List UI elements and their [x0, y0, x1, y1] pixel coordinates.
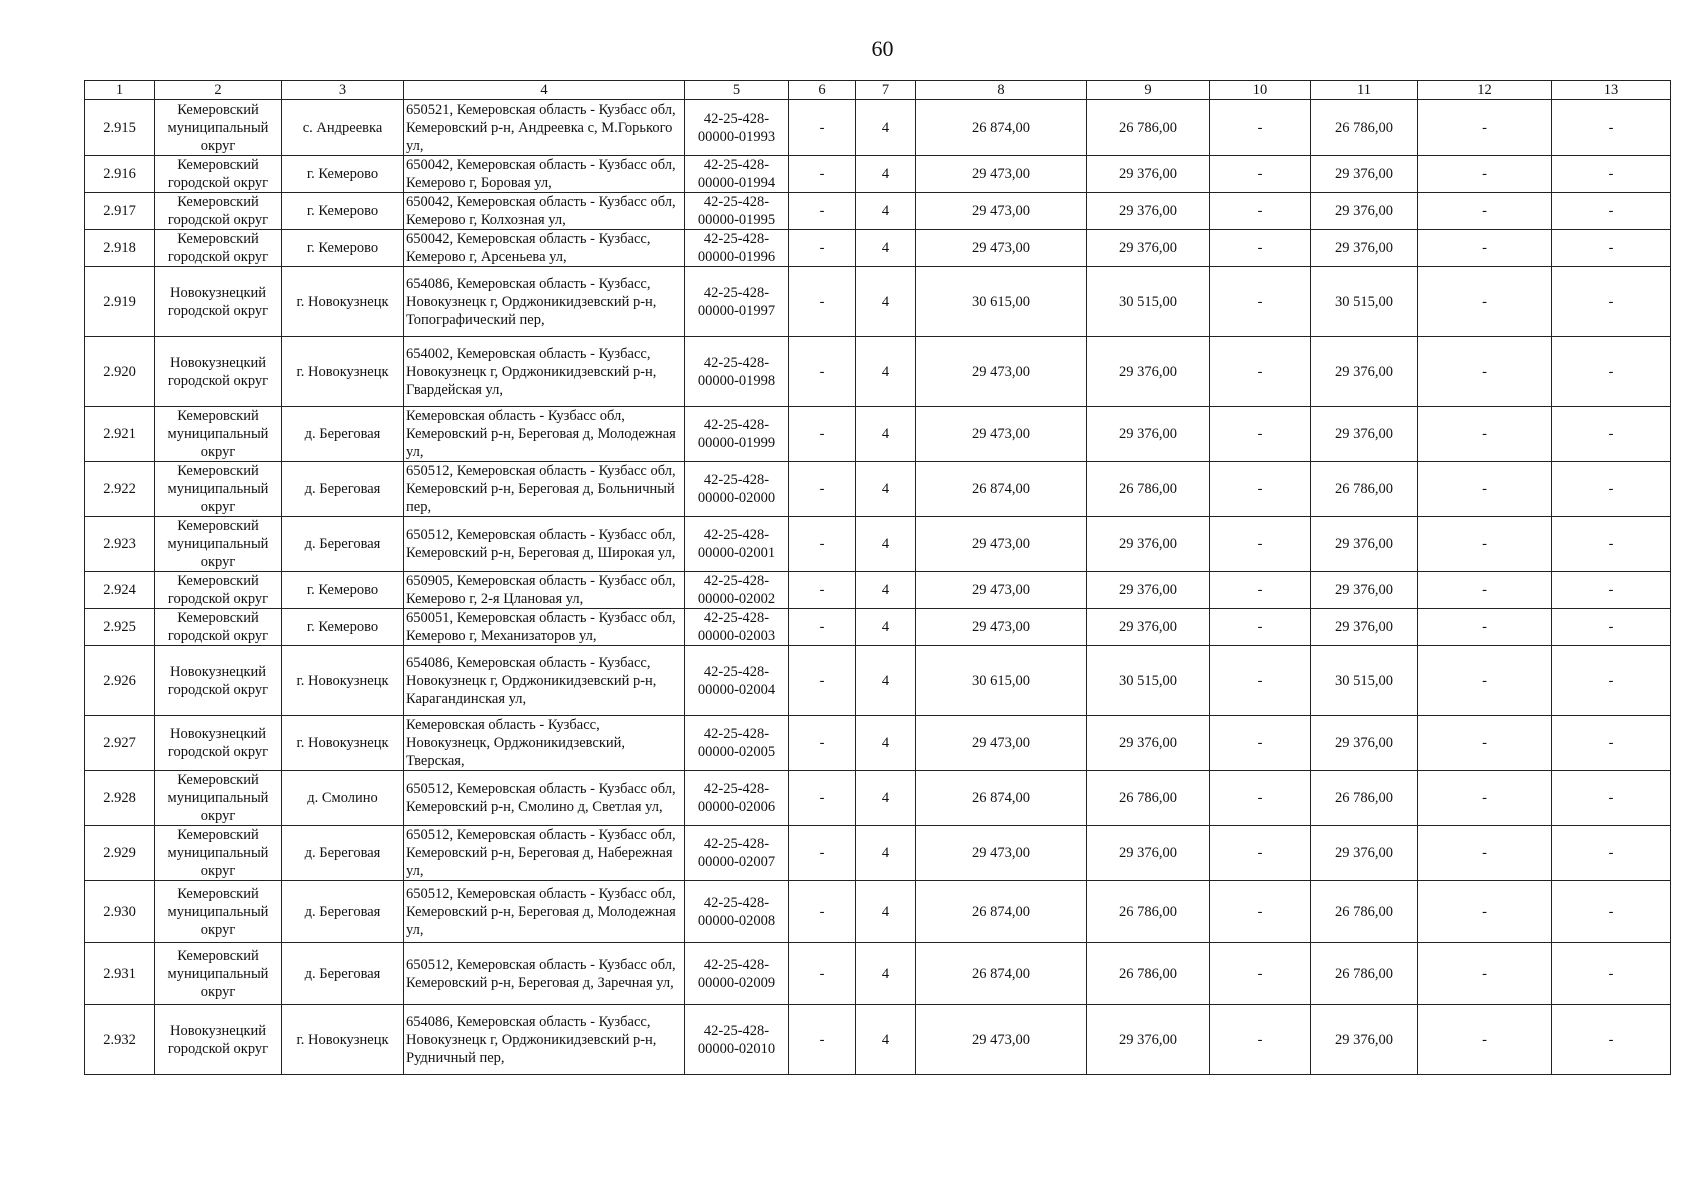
col10-cell: - [1210, 267, 1311, 337]
col11-amount-cell: 29 376,00 [1311, 407, 1418, 462]
col13-cell: - [1552, 881, 1671, 943]
col9-amount-cell: 29 376,00 [1087, 407, 1210, 462]
table-row [85, 646, 1671, 716]
settlement-cell: д. Береговая [282, 407, 404, 462]
col8-amount-cell: 26 874,00 [916, 100, 1087, 156]
row-number: 2.917 [85, 193, 155, 230]
col6-cell: - [789, 100, 856, 156]
col12-cell: - [1418, 572, 1552, 609]
settlement-cell: д. Береговая [282, 943, 404, 1005]
col8-amount-cell: 29 473,00 [916, 193, 1087, 230]
col8-amount-cell: 29 473,00 [916, 609, 1087, 646]
col9-amount-cell: 29 376,00 [1087, 230, 1210, 267]
col12-cell: - [1418, 407, 1552, 462]
col10-cell: - [1210, 771, 1311, 826]
settlement-cell: д. Смолино [282, 771, 404, 826]
col12-cell: - [1418, 646, 1552, 716]
column-header: 8 [916, 81, 1087, 100]
table-row [85, 1005, 1671, 1075]
col10-cell: - [1210, 881, 1311, 943]
district-cell: Кемеровский городской округ [155, 230, 282, 267]
col6-cell: - [789, 881, 856, 943]
settlement-cell: с. Андреевка [282, 100, 404, 156]
col7-cell: 4 [856, 826, 916, 881]
district-cell: Кемеровский муниципальный округ [155, 517, 282, 572]
col12-cell: - [1418, 943, 1552, 1005]
column-header: 11 [1311, 81, 1418, 100]
table-row [85, 826, 1671, 881]
address-cell: 650512, Кемеровская область - Кузбасс обл, Кемеровский р-н, Береговая д, Широкая ул, [404, 517, 685, 572]
col12-cell: - [1418, 230, 1552, 267]
col6-cell: - [789, 517, 856, 572]
settlement-cell: д. Береговая [282, 517, 404, 572]
code-cell: 42-25-428-00000-02002 [685, 572, 789, 609]
col7-cell: 4 [856, 100, 916, 156]
district-cell: Новокузнецкий городской округ [155, 646, 282, 716]
col11-amount-cell: 29 376,00 [1311, 337, 1418, 407]
settlement-cell: г. Новокузнецк [282, 716, 404, 771]
col9-amount-cell: 30 515,00 [1087, 646, 1210, 716]
row-number: 2.929 [85, 826, 155, 881]
row-number: 2.916 [85, 156, 155, 193]
col10-cell: - [1210, 230, 1311, 267]
col7-cell: 4 [856, 716, 916, 771]
settlement-cell: г. Новокузнецк [282, 337, 404, 407]
district-cell: Новокузнецкий городской округ [155, 337, 282, 407]
col7-cell: 4 [856, 267, 916, 337]
col12-cell: - [1418, 881, 1552, 943]
code-cell: 42-25-428-00000-02005 [685, 716, 789, 771]
col13-cell: - [1552, 517, 1671, 572]
row-number: 2.920 [85, 337, 155, 407]
col7-cell: 4 [856, 646, 916, 716]
address-cell: 650905, Кемеровская область - Кузбасс обл, Кемерово г, 2-я Цлановая ул, [404, 572, 685, 609]
col6-cell: - [789, 267, 856, 337]
col6-cell: - [789, 193, 856, 230]
address-cell: 654086, Кемеровская область - Кузбасс, Новокузнецк г, Орджоникидзевский р-н, Рудничный пер, [404, 1005, 685, 1075]
row-number: 2.931 [85, 943, 155, 1005]
col6-cell: - [789, 826, 856, 881]
code-cell: 42-25-428-00000-02010 [685, 1005, 789, 1075]
col13-cell: - [1552, 462, 1671, 517]
col10-cell: - [1210, 609, 1311, 646]
table-row [85, 716, 1671, 771]
col13-cell: - [1552, 337, 1671, 407]
col10-cell: - [1210, 100, 1311, 156]
settlement-cell: д. Береговая [282, 462, 404, 517]
col8-amount-cell: 29 473,00 [916, 716, 1087, 771]
table-row [85, 267, 1671, 337]
district-cell: Новокузнецкий городской округ [155, 267, 282, 337]
address-cell: 650512, Кемеровская область - Кузбасс обл, Кемеровский р-н, Береговая д, Набережная ул, [404, 826, 685, 881]
col13-cell: - [1552, 771, 1671, 826]
column-header: 1 [85, 81, 155, 100]
address-cell: 650512, Кемеровская область - Кузбасс обл, Кемеровский р-н, Смолино д, Светлая ул, [404, 771, 685, 826]
address-cell: 650521, Кемеровская область - Кузбасс обл, Кемеровский р-н, Андреевка с, М.Горького ул, [404, 100, 685, 156]
column-header: 7 [856, 81, 916, 100]
col9-amount-cell: 29 376,00 [1087, 609, 1210, 646]
col7-cell: 4 [856, 771, 916, 826]
settlement-cell: д. Береговая [282, 826, 404, 881]
district-cell: Новокузнецкий городской округ [155, 716, 282, 771]
column-header: 10 [1210, 81, 1311, 100]
col6-cell: - [789, 771, 856, 826]
district-cell: Кемеровский муниципальный округ [155, 881, 282, 943]
col6-cell: - [789, 462, 856, 517]
table-row [85, 156, 1671, 193]
district-cell: Кемеровский муниципальный округ [155, 826, 282, 881]
col9-amount-cell: 29 376,00 [1087, 1005, 1210, 1075]
col11-amount-cell: 29 376,00 [1311, 193, 1418, 230]
col12-cell: - [1418, 156, 1552, 193]
col13-cell: - [1552, 716, 1671, 771]
page-number: 60 [871, 36, 894, 61]
col13-cell: - [1552, 609, 1671, 646]
table-row [85, 337, 1671, 407]
registry-table [84, 80, 1671, 1075]
col12-cell: - [1418, 609, 1552, 646]
col9-amount-cell: 29 376,00 [1087, 572, 1210, 609]
col9-amount-cell: 29 376,00 [1087, 193, 1210, 230]
col10-cell: - [1210, 572, 1311, 609]
district-cell: Новокузнецкий городской округ [155, 1005, 282, 1075]
col12-cell: - [1418, 716, 1552, 771]
col9-amount-cell: 29 376,00 [1087, 517, 1210, 572]
code-cell: 42-25-428-00000-02007 [685, 826, 789, 881]
col6-cell: - [789, 230, 856, 267]
column-header: 3 [282, 81, 404, 100]
col11-amount-cell: 26 786,00 [1311, 462, 1418, 517]
settlement-cell: г. Новокузнецк [282, 267, 404, 337]
col7-cell: 4 [856, 1005, 916, 1075]
col13-cell: - [1552, 826, 1671, 881]
col6-cell: - [789, 609, 856, 646]
row-number: 2.921 [85, 407, 155, 462]
table-row [85, 943, 1671, 1005]
district-cell: Кемеровский городской округ [155, 156, 282, 193]
col8-amount-cell: 30 615,00 [916, 646, 1087, 716]
address-cell: 654002, Кемеровская область - Кузбасс, Новокузнецк г, Орджоникидзевский р-н, Гвардейская ул, [404, 337, 685, 407]
col13-cell: - [1552, 267, 1671, 337]
row-number: 2.927 [85, 716, 155, 771]
col9-amount-cell: 26 786,00 [1087, 881, 1210, 943]
table-row [85, 517, 1671, 572]
column-header: 12 [1418, 81, 1552, 100]
code-cell: 42-25-428-00000-02003 [685, 609, 789, 646]
column-header: 5 [685, 81, 789, 100]
col13-cell: - [1552, 1005, 1671, 1075]
row-number: 2.925 [85, 609, 155, 646]
col11-amount-cell: 26 786,00 [1311, 943, 1418, 1005]
col7-cell: 4 [856, 881, 916, 943]
col10-cell: - [1210, 943, 1311, 1005]
col6-cell: - [789, 646, 856, 716]
col6-cell: - [789, 407, 856, 462]
col7-cell: 4 [856, 193, 916, 230]
col11-amount-cell: 29 376,00 [1311, 716, 1418, 771]
code-cell: 42-25-428-00000-01995 [685, 193, 789, 230]
col10-cell: - [1210, 462, 1311, 517]
col6-cell: - [789, 943, 856, 1005]
col7-cell: 4 [856, 230, 916, 267]
col8-amount-cell: 26 874,00 [916, 462, 1087, 517]
col11-amount-cell: 29 376,00 [1311, 572, 1418, 609]
col11-amount-cell: 29 376,00 [1311, 517, 1418, 572]
col11-amount-cell: 29 376,00 [1311, 230, 1418, 267]
column-header: 4 [404, 81, 685, 100]
settlement-cell: г. Кемерово [282, 572, 404, 609]
address-cell: Кемеровская область - Кузбасс, Новокузнецк, Орджоникидзевский, Тверская, [404, 716, 685, 771]
table-row [85, 609, 1671, 646]
col10-cell: - [1210, 517, 1311, 572]
address-cell: 654086, Кемеровская область - Кузбасс, Новокузнецк г, Орджоникидзевский р-н, Карагандинская ул, [404, 646, 685, 716]
col12-cell: - [1418, 193, 1552, 230]
col13-cell: - [1552, 193, 1671, 230]
col11-amount-cell: 26 786,00 [1311, 771, 1418, 826]
col9-amount-cell: 26 786,00 [1087, 462, 1210, 517]
col6-cell: - [789, 156, 856, 193]
table-row [85, 193, 1671, 230]
address-cell: 650512, Кемеровская область - Кузбасс обл, Кемеровский р-н, Береговая д, Заречная ул, [404, 943, 685, 1005]
col9-amount-cell: 30 515,00 [1087, 267, 1210, 337]
col8-amount-cell: 29 473,00 [916, 230, 1087, 267]
col8-amount-cell: 30 615,00 [916, 267, 1087, 337]
col7-cell: 4 [856, 156, 916, 193]
col12-cell: - [1418, 826, 1552, 881]
table-row [85, 100, 1671, 156]
col10-cell: - [1210, 716, 1311, 771]
col9-amount-cell: 29 376,00 [1087, 156, 1210, 193]
col11-amount-cell: 26 786,00 [1311, 881, 1418, 943]
column-header: 13 [1552, 81, 1671, 100]
col7-cell: 4 [856, 517, 916, 572]
district-cell: Кемеровский муниципальный округ [155, 943, 282, 1005]
row-number: 2.930 [85, 881, 155, 943]
row-number: 2.928 [85, 771, 155, 826]
column-header: 2 [155, 81, 282, 100]
table-row [85, 462, 1671, 517]
row-number: 2.922 [85, 462, 155, 517]
table-row [85, 881, 1671, 943]
district-cell: Кемеровский муниципальный округ [155, 771, 282, 826]
code-cell: 42-25-428-00000-01997 [685, 267, 789, 337]
col6-cell: - [789, 1005, 856, 1075]
col10-cell: - [1210, 193, 1311, 230]
table-row [85, 572, 1671, 609]
col6-cell: - [789, 572, 856, 609]
col10-cell: - [1210, 1005, 1311, 1075]
code-cell: 42-25-428-00000-02004 [685, 646, 789, 716]
row-number: 2.926 [85, 646, 155, 716]
col11-amount-cell: 30 515,00 [1311, 267, 1418, 337]
col13-cell: - [1552, 156, 1671, 193]
col8-amount-cell: 29 473,00 [916, 572, 1087, 609]
col11-amount-cell: 30 515,00 [1311, 646, 1418, 716]
col8-amount-cell: 29 473,00 [916, 156, 1087, 193]
col9-amount-cell: 26 786,00 [1087, 771, 1210, 826]
col12-cell: - [1418, 462, 1552, 517]
col8-amount-cell: 29 473,00 [916, 826, 1087, 881]
col12-cell: - [1418, 1005, 1552, 1075]
col7-cell: 4 [856, 462, 916, 517]
col11-amount-cell: 26 786,00 [1311, 100, 1418, 156]
col7-cell: 4 [856, 337, 916, 407]
district-cell: Кемеровский муниципальный округ [155, 462, 282, 517]
col9-amount-cell: 26 786,00 [1087, 943, 1210, 1005]
settlement-cell: г. Новокузнецк [282, 1005, 404, 1075]
col11-amount-cell: 29 376,00 [1311, 156, 1418, 193]
code-cell: 42-25-428-00000-01998 [685, 337, 789, 407]
col8-amount-cell: 29 473,00 [916, 517, 1087, 572]
col9-amount-cell: 29 376,00 [1087, 826, 1210, 881]
address-cell: 650512, Кемеровская область - Кузбасс обл, Кемеровский р-н, Береговая д, Молодежная ул, [404, 881, 685, 943]
settlement-cell: г. Кемерово [282, 230, 404, 267]
col8-amount-cell: 29 473,00 [916, 337, 1087, 407]
col7-cell: 4 [856, 407, 916, 462]
settlement-cell: г. Кемерово [282, 156, 404, 193]
col10-cell: - [1210, 337, 1311, 407]
row-number: 2.932 [85, 1005, 155, 1075]
table-row [85, 230, 1671, 267]
address-cell: 650051, Кемеровская область - Кузбасс обл, Кемерово г, Механизаторов ул, [404, 609, 685, 646]
row-number: 2.923 [85, 517, 155, 572]
col8-amount-cell: 26 874,00 [916, 943, 1087, 1005]
col6-cell: - [789, 337, 856, 407]
code-cell: 42-25-428-00000-01993 [685, 100, 789, 156]
col10-cell: - [1210, 407, 1311, 462]
code-cell: 42-25-428-00000-02009 [685, 943, 789, 1005]
address-cell: 650042, Кемеровская область - Кузбасс обл, Кемерово г, Боровая ул, [404, 156, 685, 193]
column-header: 9 [1087, 81, 1210, 100]
code-cell: 42-25-428-00000-01999 [685, 407, 789, 462]
col12-cell: - [1418, 337, 1552, 407]
settlement-cell: г. Кемерово [282, 609, 404, 646]
col12-cell: - [1418, 517, 1552, 572]
col8-amount-cell: 29 473,00 [916, 407, 1087, 462]
district-cell: Кемеровский городской округ [155, 609, 282, 646]
col13-cell: - [1552, 943, 1671, 1005]
settlement-cell: г. Новокузнецк [282, 646, 404, 716]
col11-amount-cell: 29 376,00 [1311, 1005, 1418, 1075]
address-cell: 650042, Кемеровская область - Кузбасс обл, Кемерово г, Колхозная ул, [404, 193, 685, 230]
col11-amount-cell: 29 376,00 [1311, 609, 1418, 646]
settlement-cell: г. Кемерово [282, 193, 404, 230]
district-cell: Кемеровский муниципальный округ [155, 407, 282, 462]
address-cell: 650512, Кемеровская область - Кузбасс обл, Кемеровский р-н, Береговая д, Больничный пер, [404, 462, 685, 517]
column-number-row [85, 81, 1671, 100]
col7-cell: 4 [856, 943, 916, 1005]
col12-cell: - [1418, 771, 1552, 826]
district-cell: Кемеровский городской округ [155, 193, 282, 230]
col13-cell: - [1552, 646, 1671, 716]
col13-cell: - [1552, 407, 1671, 462]
col12-cell: - [1418, 267, 1552, 337]
col13-cell: - [1552, 100, 1671, 156]
address-cell: 650042, Кемеровская область - Кузбасс, Кемерово г, Арсеньева ул, [404, 230, 685, 267]
col9-amount-cell: 26 786,00 [1087, 100, 1210, 156]
district-cell: Кемеровский муниципальный округ [155, 100, 282, 156]
table-row [85, 407, 1671, 462]
table-row [85, 771, 1671, 826]
col6-cell: - [789, 716, 856, 771]
col12-cell: - [1418, 100, 1552, 156]
row-number: 2.918 [85, 230, 155, 267]
code-cell: 42-25-428-00000-02008 [685, 881, 789, 943]
address-cell: Кемеровская область - Кузбасс обл, Кемеровский р-н, Береговая д, Молодежная ул, [404, 407, 685, 462]
row-number: 2.924 [85, 572, 155, 609]
col13-cell: - [1552, 230, 1671, 267]
code-cell: 42-25-428-00000-02000 [685, 462, 789, 517]
col13-cell: - [1552, 572, 1671, 609]
col8-amount-cell: 26 874,00 [916, 771, 1087, 826]
col9-amount-cell: 29 376,00 [1087, 337, 1210, 407]
col9-amount-cell: 29 376,00 [1087, 716, 1210, 771]
col8-amount-cell: 26 874,00 [916, 881, 1087, 943]
settlement-cell: д. Береговая [282, 881, 404, 943]
district-cell: Кемеровский городской округ [155, 572, 282, 609]
col8-amount-cell: 29 473,00 [916, 1005, 1087, 1075]
column-header: 6 [789, 81, 856, 100]
col7-cell: 4 [856, 609, 916, 646]
registry-body [85, 100, 1671, 1075]
col10-cell: - [1210, 156, 1311, 193]
col10-cell: - [1210, 646, 1311, 716]
code-cell: 42-25-428-00000-02006 [685, 771, 789, 826]
code-cell: 42-25-428-00000-01996 [685, 230, 789, 267]
col10-cell: - [1210, 826, 1311, 881]
row-number: 2.915 [85, 100, 155, 156]
col11-amount-cell: 29 376,00 [1311, 826, 1418, 881]
row-number: 2.919 [85, 267, 155, 337]
code-cell: 42-25-428-00000-02001 [685, 517, 789, 572]
col7-cell: 4 [856, 572, 916, 609]
code-cell: 42-25-428-00000-01994 [685, 156, 789, 193]
address-cell: 654086, Кемеровская область - Кузбасс, Новокузнецк г, Орджоникидзевский р-н, Топографический пер, [404, 267, 685, 337]
